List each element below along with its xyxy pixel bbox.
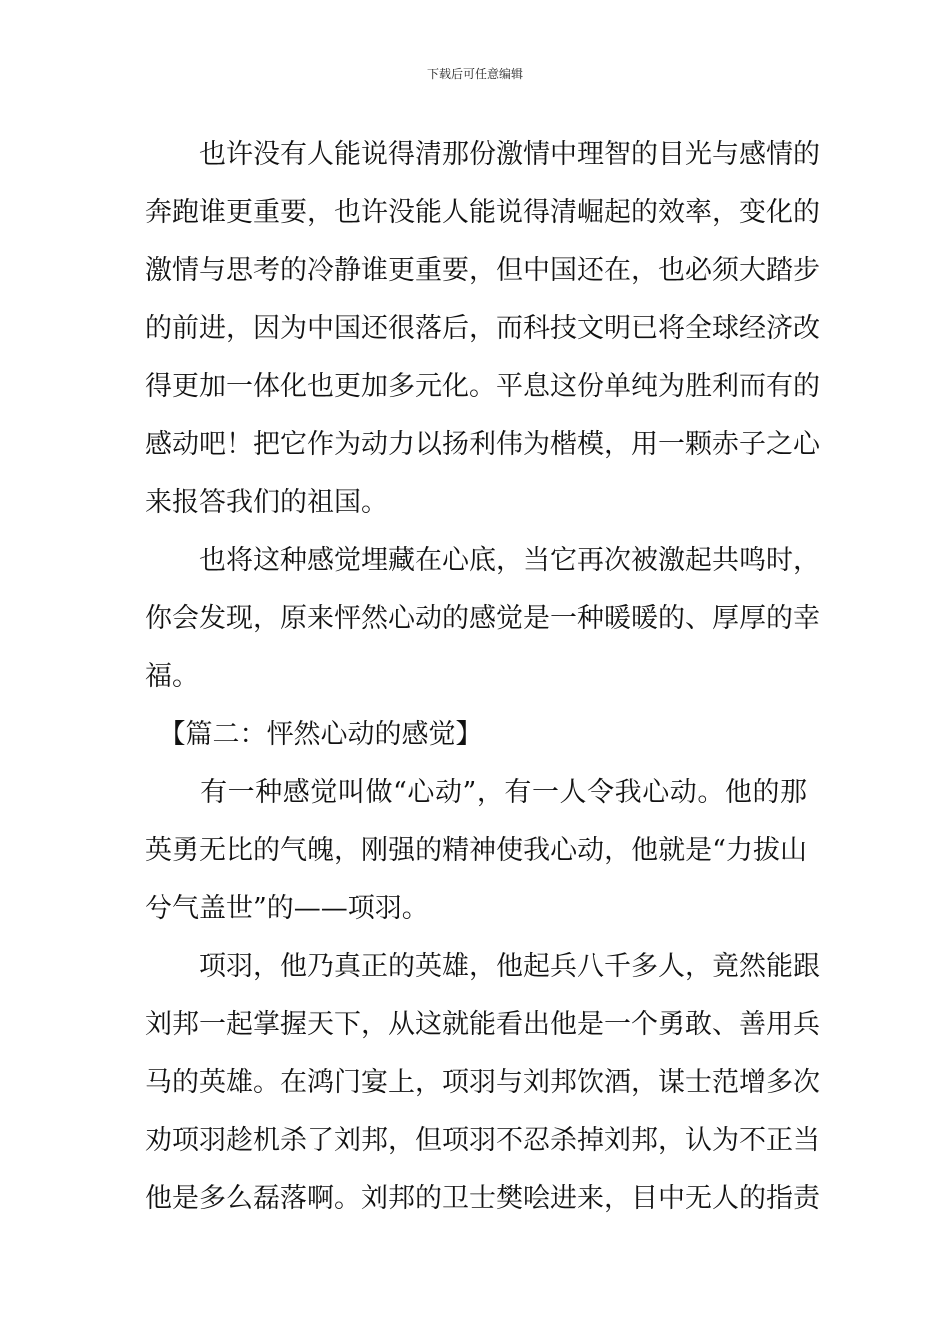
section-title: 【篇二：怦然心动的感觉】 xyxy=(145,719,483,750)
paragraph-4 xyxy=(145,938,820,1228)
text-line: 来报答我们的祖国。 xyxy=(145,487,388,518)
text-line: 兮气盖世”的——项羽。 xyxy=(145,893,429,924)
document-body xyxy=(145,126,820,1228)
text-line: 他是多么磊落啊。刘邦的卫士樊哙进来，目中无人的指责 xyxy=(145,1183,820,1214)
text-line: 项羽，他乃真正的英雄，他起兵八千多人，竟然能跟 xyxy=(145,951,820,982)
text-line: 激情与思考的冷静谁更重要，但中国还在，也必须大踏步 xyxy=(145,255,820,286)
text-line: 马的英雄。在鸿门宴上，项羽与刘邦饮酒，谋士范增多次 xyxy=(145,1067,820,1098)
text-line: 也许没有人能说得清那份激情中理智的目光与感情的 xyxy=(145,139,820,170)
text-line: 感动吧！把它作为动力以扬利伟为楷模，用一颗赤子之心 xyxy=(145,429,820,460)
text-line: 的前进，因为中国还很落后，而科技文明已将全球经济改 xyxy=(145,313,820,344)
text-line: 刘邦一起掌握天下，从这就能看出他是一个勇敢、善用兵 xyxy=(145,1009,820,1040)
text-line: 你会发现，原来怦然心动的感觉是一种暖暖的、厚厚的幸 xyxy=(145,603,820,634)
paragraph-1 xyxy=(145,126,820,532)
text-line: 有一种感觉叫做“心动”，有一人令我心动。他的那 xyxy=(145,777,807,808)
text-line: 福。 xyxy=(145,661,199,692)
paragraph-3 xyxy=(145,764,807,938)
text-line: 也将这种感觉埋藏在心底，当它再次被激起共鸣时， xyxy=(145,545,820,576)
text-line: 奔跑谁更重要，也许没能人能说得清崛起的效率，变化的 xyxy=(145,197,820,228)
section-heading xyxy=(145,706,807,764)
paragraph-2 xyxy=(145,532,820,706)
text-line: 劝项羽趁机杀了刘邦，但项羽不忍杀掉刘邦，认为不正当 xyxy=(145,1125,820,1156)
text-line: 英勇无比的气魄，刚强的精神使我心动，他就是“力拔山 xyxy=(145,835,807,866)
page-header: 下载后可任意编辑 xyxy=(426,67,523,81)
text-line: 得更加一体化也更加多元化。平息这份单纯为胜利而有的 xyxy=(145,371,820,402)
